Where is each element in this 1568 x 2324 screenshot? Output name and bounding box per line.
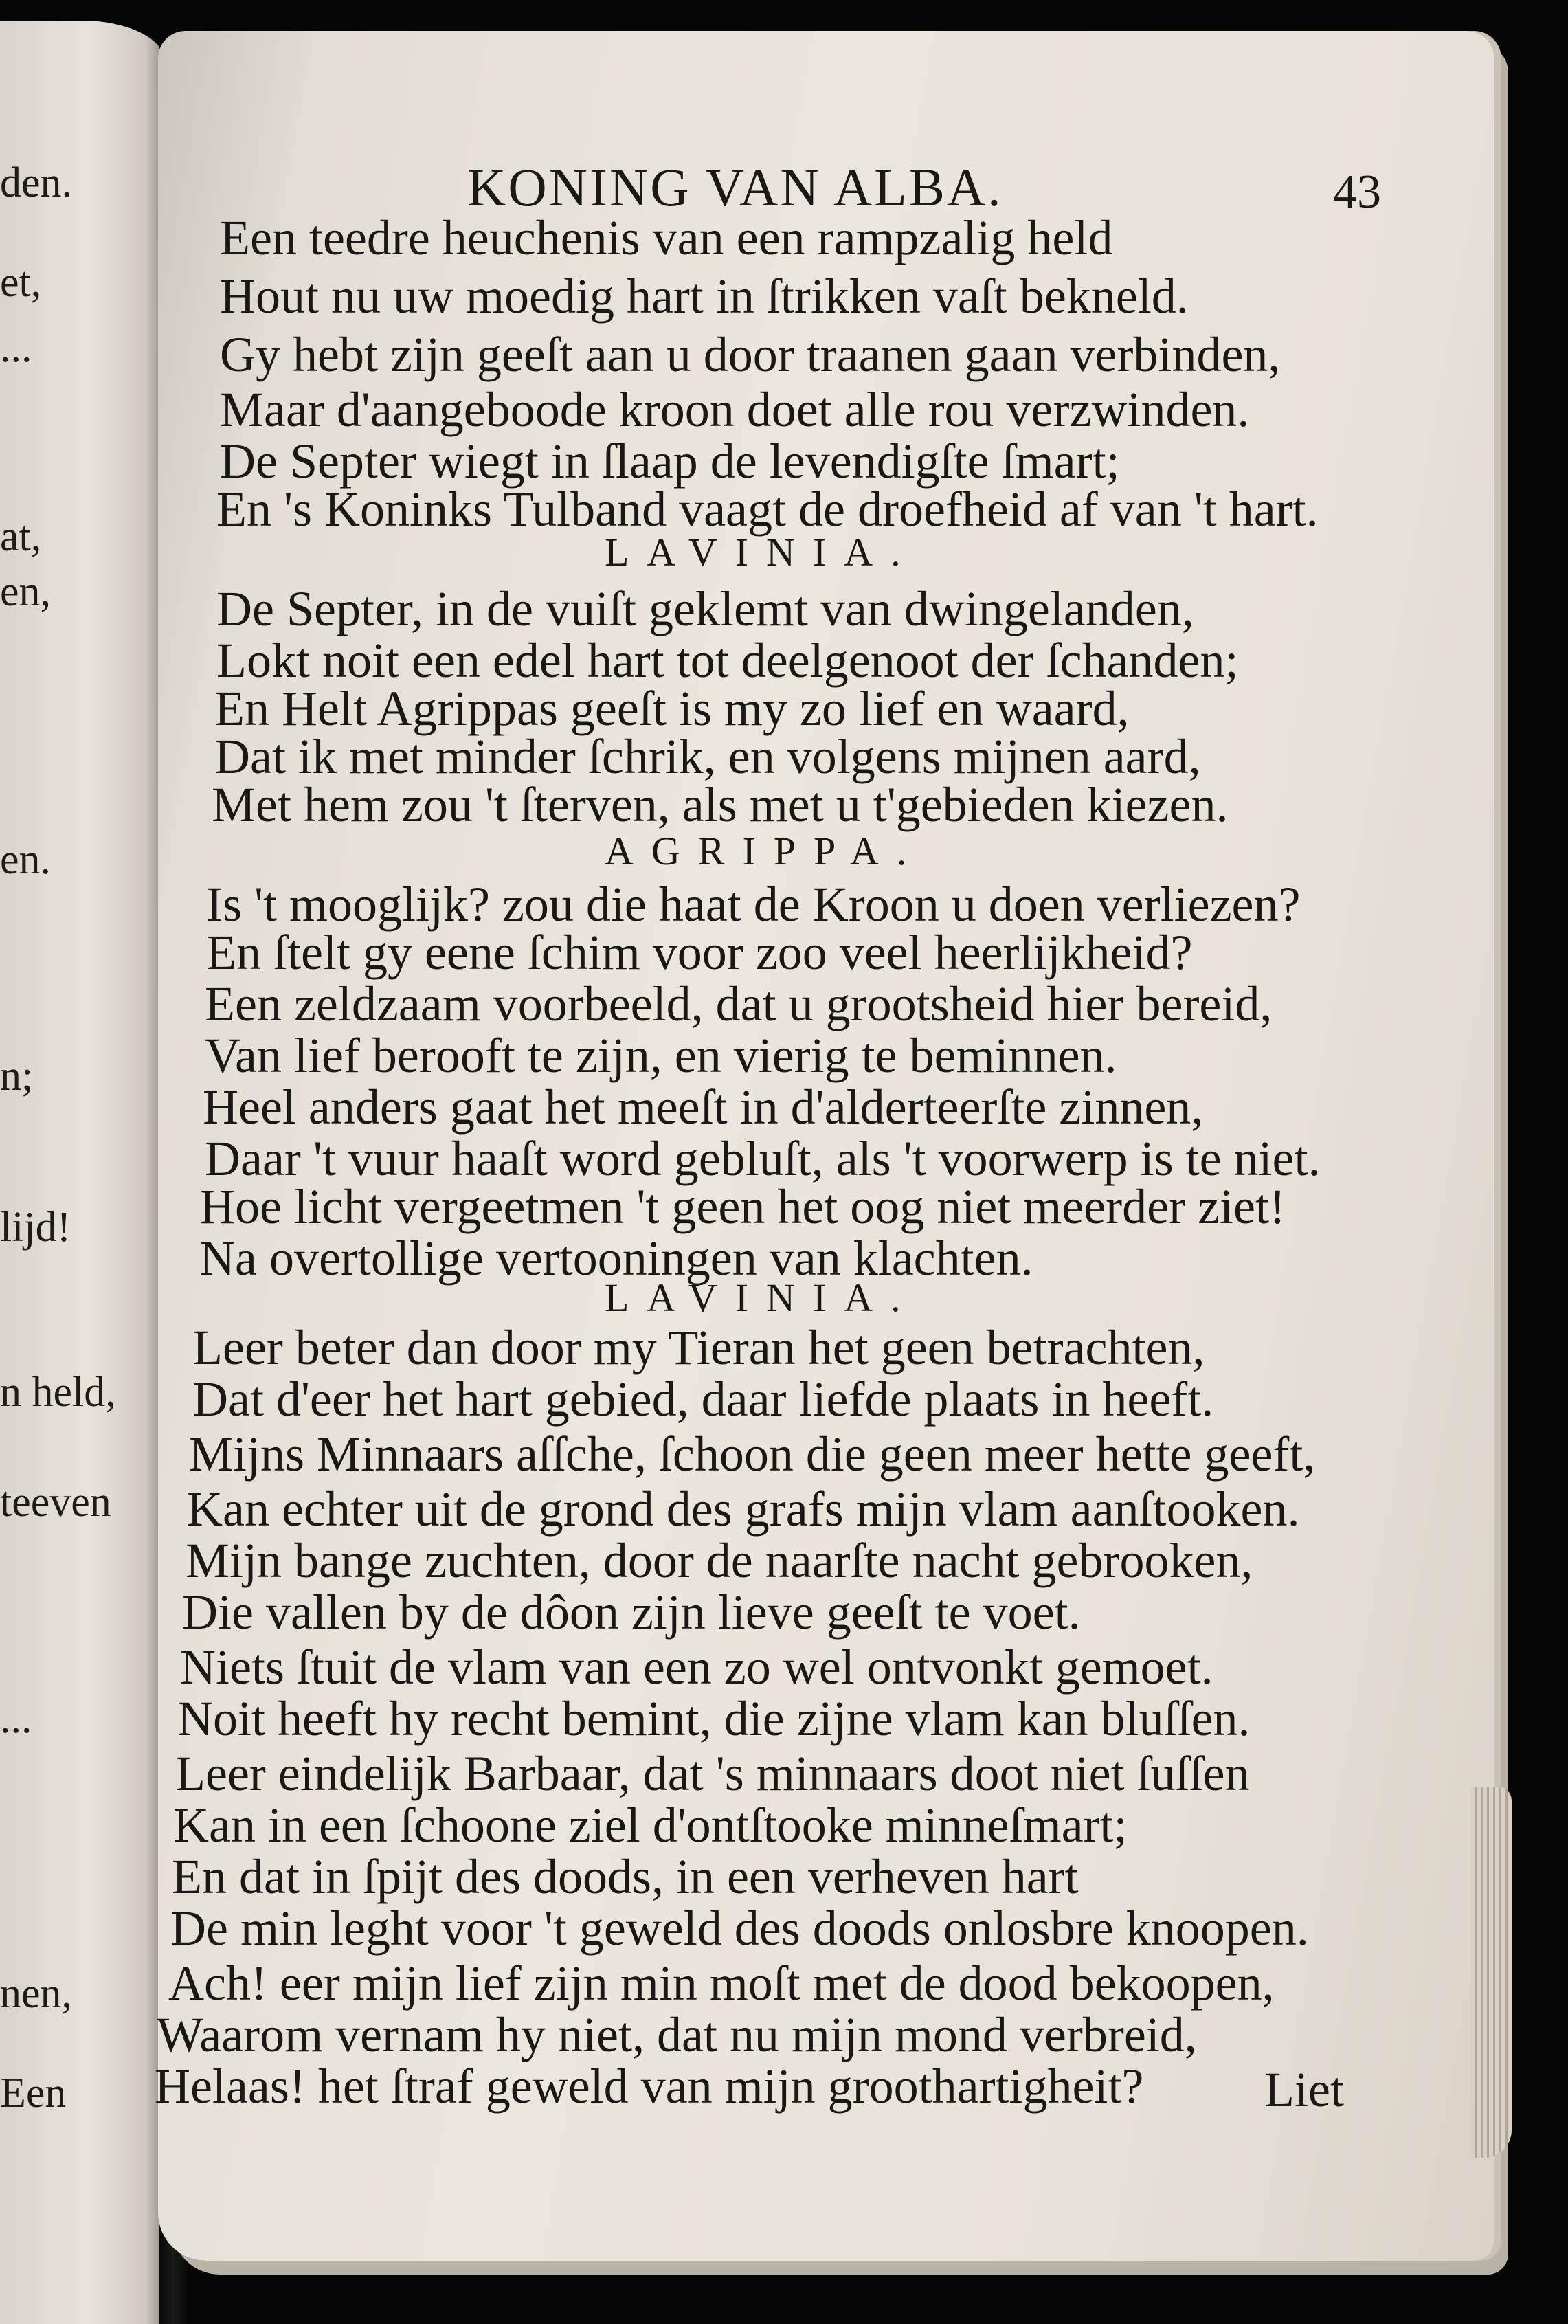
verse-line: De Septer, in de vuiſt geklemt van dwingelanden,: [216, 581, 1194, 636]
page-edges: [1470, 1787, 1512, 2158]
verse-line: Maar d'aangeboode kroon doet alle rou verzwinden.: [220, 382, 1250, 437]
verse-line: Kan echter uit de grond des grafs mijn vlam aanſtooken.: [187, 1482, 1300, 1537]
left-fragment: nen,: [0, 1970, 73, 2017]
verse-line: Ach! eer mijn lief zijn min moſt met de dood bekoopen,: [168, 1956, 1275, 2011]
left-fragment: et,: [0, 259, 42, 306]
left-fragment: ...: [0, 1695, 32, 1742]
verse-line: Waarom vernam hy niet, dat nu mijn mond verbreid,: [157, 2007, 1197, 2062]
verse-line: Dat ik met minder ſchrik, en volgens mijnen aard,: [214, 729, 1201, 784]
verse-line: Niets ſtuit de vlam van een zo wel ontvonkt gemoet.: [180, 1640, 1213, 1695]
verse-line: Helaas! het ſtraf geweld van mijn groothartigheit?: [155, 2059, 1144, 2114]
verse-line: Na overtollige vertooningen van klachten.: [199, 1231, 1033, 1286]
catchword: Liet: [1264, 2062, 1344, 2117]
verse-line: De min leght voor 't geweld des doods onlosbre knoopen.: [170, 1901, 1309, 1956]
verse-line: En dat in ſpijt des doods, in een verheven hart: [172, 1849, 1079, 1904]
verse-line: Hout nu uw moedig hart in ſtrikken vaſt bekneld.: [220, 269, 1189, 324]
verse-line: Kan in een ſchoone ziel d'ontſtooke minneſmart;: [173, 1798, 1128, 1853]
verse-line: En Helt Agrippas geeſt is my zo lief en waard,: [214, 681, 1130, 736]
verse-line: En ſtelt gy eene ſchim voor zoo veel heerlijkheid?: [206, 925, 1193, 980]
left-fragment: n;: [0, 1053, 34, 1099]
running-head: KONING VAN ALBA.: [467, 157, 1003, 217]
verse-line: De Septer wiegt in ſlaap de levendigſte ſmart;: [220, 434, 1120, 489]
verse-line: Gy hebt zijn geeſt aan u door traanen gaan verbinden,: [220, 327, 1281, 382]
verse-line: Daar 't vuur haaſt word gebluſt, als 't voorwerp is te niet.: [205, 1131, 1321, 1186]
verse-line: Van lief berooft te zijn, en vierig te beminnen.: [205, 1028, 1117, 1083]
left-fragment: en,: [0, 568, 52, 615]
left-fragment: at,: [0, 513, 42, 560]
left-fragment: lijd!: [0, 1204, 71, 1251]
left-facing-page: [0, 21, 165, 2324]
speaker-heading: AGRIPPA.: [605, 829, 925, 873]
verse-line: Noit heeft hy recht bemint, die zijne vlam kan bluſſen.: [177, 1691, 1251, 1746]
verse-line: Hoe licht vergeetmen 't geen het oog niet meerder ziet!: [199, 1179, 1286, 1234]
speaker-heading: LAVINIA.: [605, 530, 919, 574]
verse-line: En 's Koninks Tulband vaagt de droefheid af van 't hart.: [216, 482, 1319, 537]
speaker-heading: LAVINIA.: [605, 1275, 919, 1320]
verse-line: Mijns Minnaars aſſche, ſchoon die geen meer hette geeft,: [189, 1427, 1316, 1482]
verse-line: Die vallen by de dôon zijn lieve geeſt te voet.: [182, 1585, 1081, 1640]
verse-line: Een teedre heuchenis van een rampzalig held: [220, 210, 1113, 265]
left-fragment: den.: [0, 159, 73, 206]
page-number: 43: [1333, 166, 1381, 219]
left-fragment: n held,: [0, 1369, 116, 1416]
left-fragment: teeven: [0, 1479, 111, 1526]
left-fragment: Een: [0, 2070, 67, 2116]
verse-line: Met hem zou 't ſterven, als met u t'gebieden kiezen.: [212, 777, 1229, 832]
verse-line: Is 't mooglijk? zou die haat de Kroon u doen verliezen?: [206, 877, 1301, 932]
verse-line: Lokt noit een edel hart tot deelgenoot der ſchanden;: [216, 633, 1239, 688]
verse-line: Dat d'eer het hart gebied, daar liefde plaats in heeft.: [192, 1372, 1214, 1427]
verse-line: Leer beter dan door my Tieran het geen betrachten,: [192, 1320, 1205, 1375]
left-fragment: ...: [0, 324, 32, 371]
left-fragment: en.: [0, 836, 52, 883]
verse-line: Heel anders gaat het meeſt in d'alderteerſte zinnen,: [203, 1080, 1204, 1135]
verse-line: Mijn bange zuchten, door de naarſte nacht gebrooken,: [186, 1533, 1253, 1588]
verse-line: Een zeldzaam voorbeeld, dat u grootsheid hier bereid,: [205, 976, 1273, 1031]
verse-line: Leer eindelijk Barbaar, dat 's minnaars doot niet ſuſſen: [175, 1746, 1250, 1801]
